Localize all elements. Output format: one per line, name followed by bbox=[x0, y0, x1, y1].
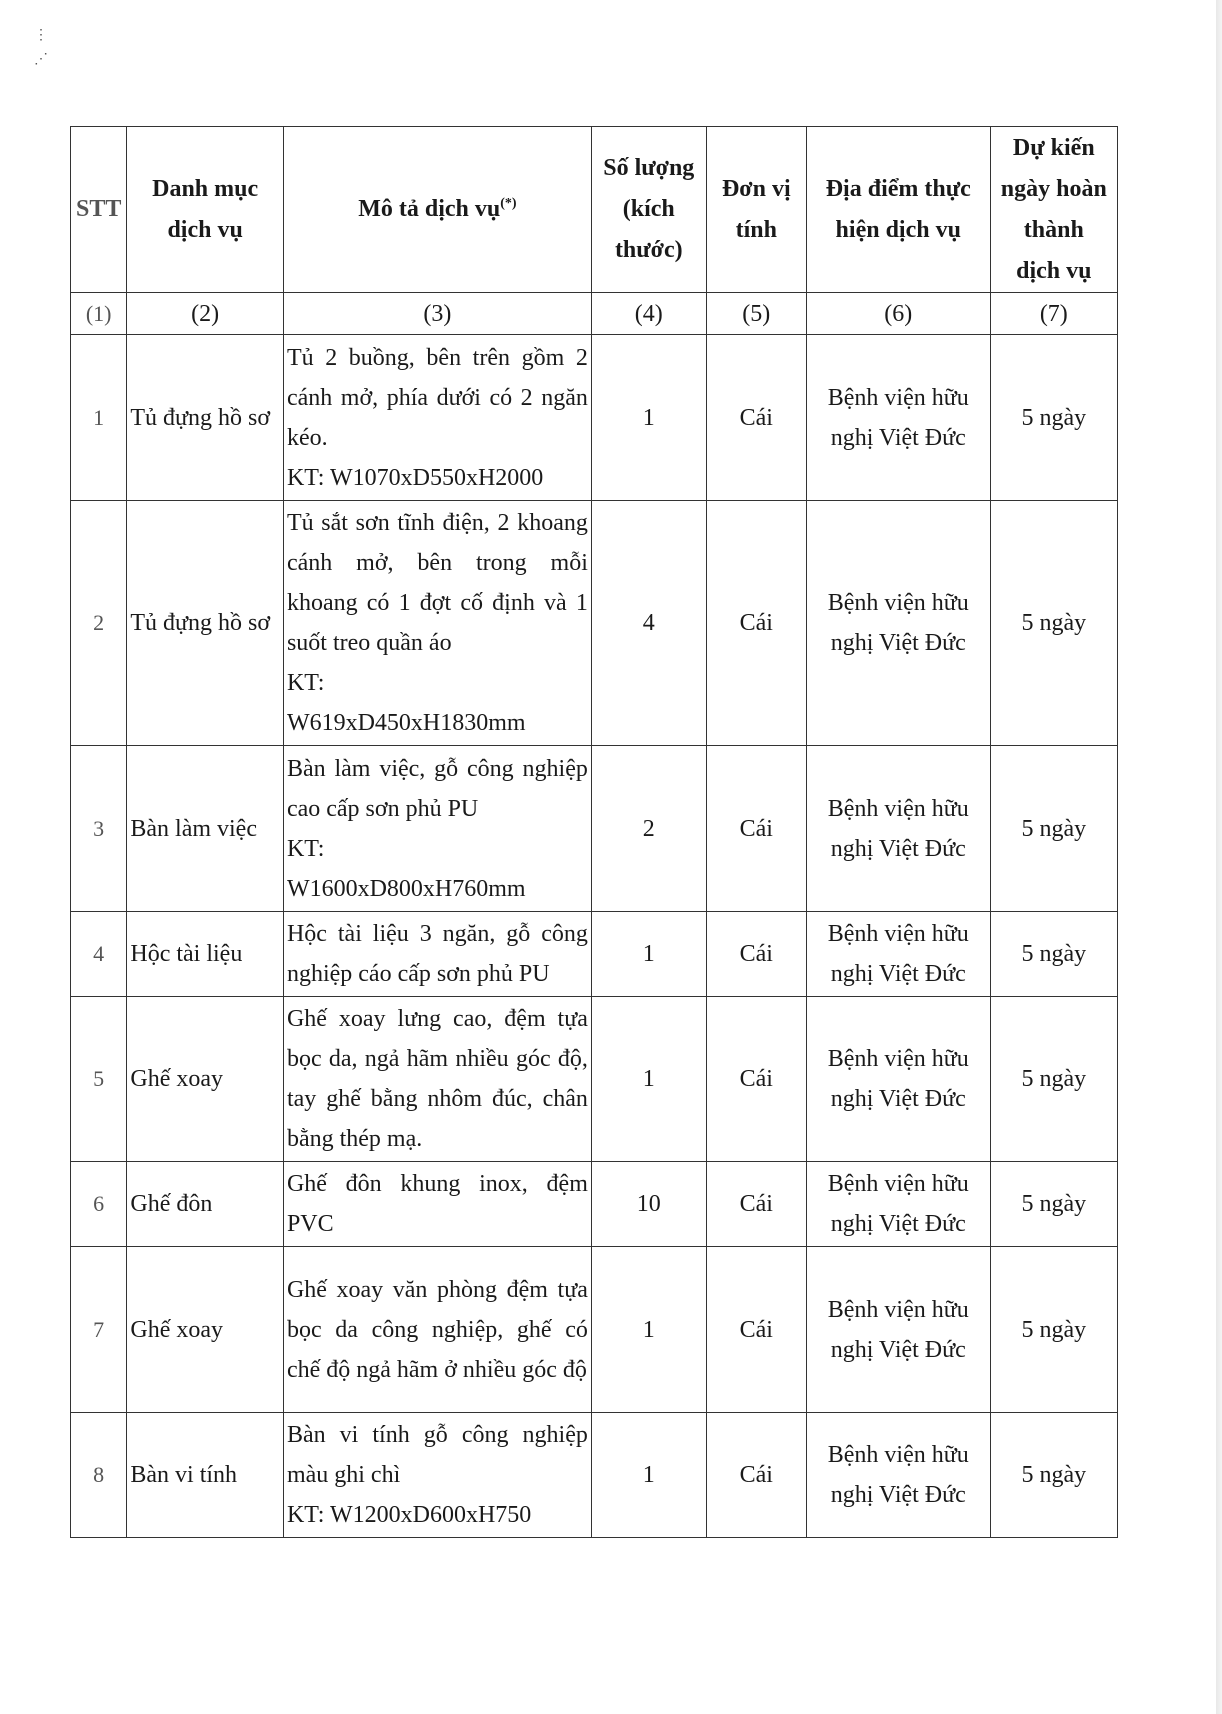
services-table bbox=[70, 126, 1118, 1538]
column-number: (6) bbox=[806, 293, 990, 335]
row-stt: 7 bbox=[71, 1247, 127, 1413]
table-row bbox=[71, 997, 1118, 1162]
column-number: (4) bbox=[591, 293, 706, 335]
row-stt: 8 bbox=[71, 1413, 127, 1538]
table-row bbox=[71, 1247, 1118, 1413]
column-number: (5) bbox=[706, 293, 806, 335]
row-category: Bàn vi tính bbox=[127, 1413, 284, 1538]
row-unit: Cái bbox=[706, 1247, 806, 1413]
row-stt: 2 bbox=[71, 501, 127, 746]
row-quantity: 1 bbox=[591, 335, 706, 501]
row-completion: 5 ngày bbox=[990, 335, 1117, 501]
row-place: Bệnh viện hữu nghị Việt Đức bbox=[806, 746, 990, 912]
page-edge-shadow bbox=[1216, 0, 1222, 1714]
row-description: Bàn làm việc, gỗ công nghiệp cao cấp sơn phủ PU KT: W1600xD800xH760mm bbox=[283, 746, 591, 912]
row-unit: Cái bbox=[706, 997, 806, 1162]
table-row bbox=[71, 501, 1118, 746]
row-place: Bệnh viện hữu nghị Việt Đức bbox=[806, 997, 990, 1162]
row-category: Ghế xoay bbox=[127, 1247, 284, 1413]
row-description: Ghế đôn khung inox, đệm PVC bbox=[283, 1162, 591, 1247]
row-description: Tủ 2 buồng, bên trên gồm 2 cánh mở, phía dưới có 2 ngăn kéo. KT: W1070xD550xH2000 bbox=[283, 335, 591, 501]
row-completion: 5 ngày bbox=[990, 997, 1117, 1162]
row-unit: Cái bbox=[706, 1413, 806, 1538]
row-quantity: 10 bbox=[591, 1162, 706, 1247]
table-row bbox=[71, 1162, 1118, 1247]
header-row bbox=[71, 127, 1118, 293]
row-description: Ghế xoay văn phòng đệm tựa bọc da công nghiệp, ghế có chế độ ngả hãm ở nhiều góc độ bbox=[283, 1247, 591, 1413]
row-quantity: 1 bbox=[591, 912, 706, 997]
header-completion: Dự kiến ngày hoàn thành dịch vụ bbox=[990, 127, 1117, 293]
row-description: Bàn vi tính gỗ công nghiệp màu ghi chì KT: W1200xD600xH750 bbox=[283, 1413, 591, 1538]
row-stt: 1 bbox=[71, 335, 127, 501]
row-completion: 5 ngày bbox=[990, 746, 1117, 912]
row-completion: 5 ngày bbox=[990, 501, 1117, 746]
row-unit: Cái bbox=[706, 1162, 806, 1247]
header-stt: STT bbox=[71, 127, 127, 293]
table-row bbox=[71, 335, 1118, 501]
row-place: Bệnh viện hữu nghị Việt Đức bbox=[806, 912, 990, 997]
header-quantity: Số lượng (kích thước) bbox=[591, 127, 706, 293]
row-place: Bệnh viện hữu nghị Việt Đức bbox=[806, 1413, 990, 1538]
footnote-marker: (*) bbox=[500, 196, 517, 211]
row-unit: Cái bbox=[706, 746, 806, 912]
row-stt: 4 bbox=[71, 912, 127, 997]
row-completion: 5 ngày bbox=[990, 1162, 1117, 1247]
column-number: (2) bbox=[127, 293, 284, 335]
row-stt: 3 bbox=[71, 746, 127, 912]
row-description: Ghế xoay lưng cao, đệm tựa bọc da, ngả hãm nhiều góc độ, tay ghế bằng nhôm đúc, chân bằng thép mạ. bbox=[283, 997, 591, 1162]
row-description: Hộc tài liệu 3 ngăn, gỗ công nghiệp cáo cấp sơn phủ PU bbox=[283, 912, 591, 997]
row-place: Bệnh viện hữu nghị Việt Đức bbox=[806, 1247, 990, 1413]
scan-specks: ⋮ ⋰ bbox=[34, 28, 48, 67]
row-completion: 5 ngày bbox=[990, 1413, 1117, 1538]
row-category: Ghế xoay bbox=[127, 997, 284, 1162]
table-row bbox=[71, 912, 1118, 997]
row-place: Bệnh viện hữu nghị Việt Đức bbox=[806, 501, 990, 746]
header-unit: Đơn vị tính bbox=[706, 127, 806, 293]
table-row bbox=[71, 1413, 1118, 1538]
row-quantity: 1 bbox=[591, 1413, 706, 1538]
row-unit: Cái bbox=[706, 912, 806, 997]
row-category: Tủ đựng hồ sơ bbox=[127, 501, 284, 746]
row-quantity: 4 bbox=[591, 501, 706, 746]
column-number: (3) bbox=[283, 293, 591, 335]
column-number: (7) bbox=[990, 293, 1117, 335]
row-place: Bệnh viện hữu nghị Việt Đức bbox=[806, 1162, 990, 1247]
row-category: Hộc tài liệu bbox=[127, 912, 284, 997]
header-description: Mô tả dịch vụ(*) bbox=[283, 127, 591, 293]
header-category: Danh mục dịch vụ bbox=[127, 127, 284, 293]
row-category: Ghế đôn bbox=[127, 1162, 284, 1247]
row-category: Tủ đựng hồ sơ bbox=[127, 335, 284, 501]
row-stt: 6 bbox=[71, 1162, 127, 1247]
table-row bbox=[71, 746, 1118, 912]
row-description: Tủ sắt sơn tĩnh điện, 2 khoang cánh mở, bên trong mỗi khoang có 1 đợt cố định và 1 suốt treo quần áo KT: W619xD450xH1830mm bbox=[283, 501, 591, 746]
row-stt: 5 bbox=[71, 997, 127, 1162]
column-number-row bbox=[71, 293, 1118, 335]
row-unit: Cái bbox=[706, 335, 806, 501]
row-place: Bệnh viện hữu nghị Việt Đức bbox=[806, 335, 990, 501]
row-category: Bàn làm việc bbox=[127, 746, 284, 912]
row-quantity: 2 bbox=[591, 746, 706, 912]
row-quantity: 1 bbox=[591, 997, 706, 1162]
header-place: Địa điểm thực hiện dịch vụ bbox=[806, 127, 990, 293]
row-quantity: 1 bbox=[591, 1247, 706, 1413]
column-number: (1) bbox=[71, 293, 127, 335]
row-unit: Cái bbox=[706, 501, 806, 746]
row-completion: 5 ngày bbox=[990, 912, 1117, 997]
row-completion: 5 ngày bbox=[990, 1247, 1117, 1413]
